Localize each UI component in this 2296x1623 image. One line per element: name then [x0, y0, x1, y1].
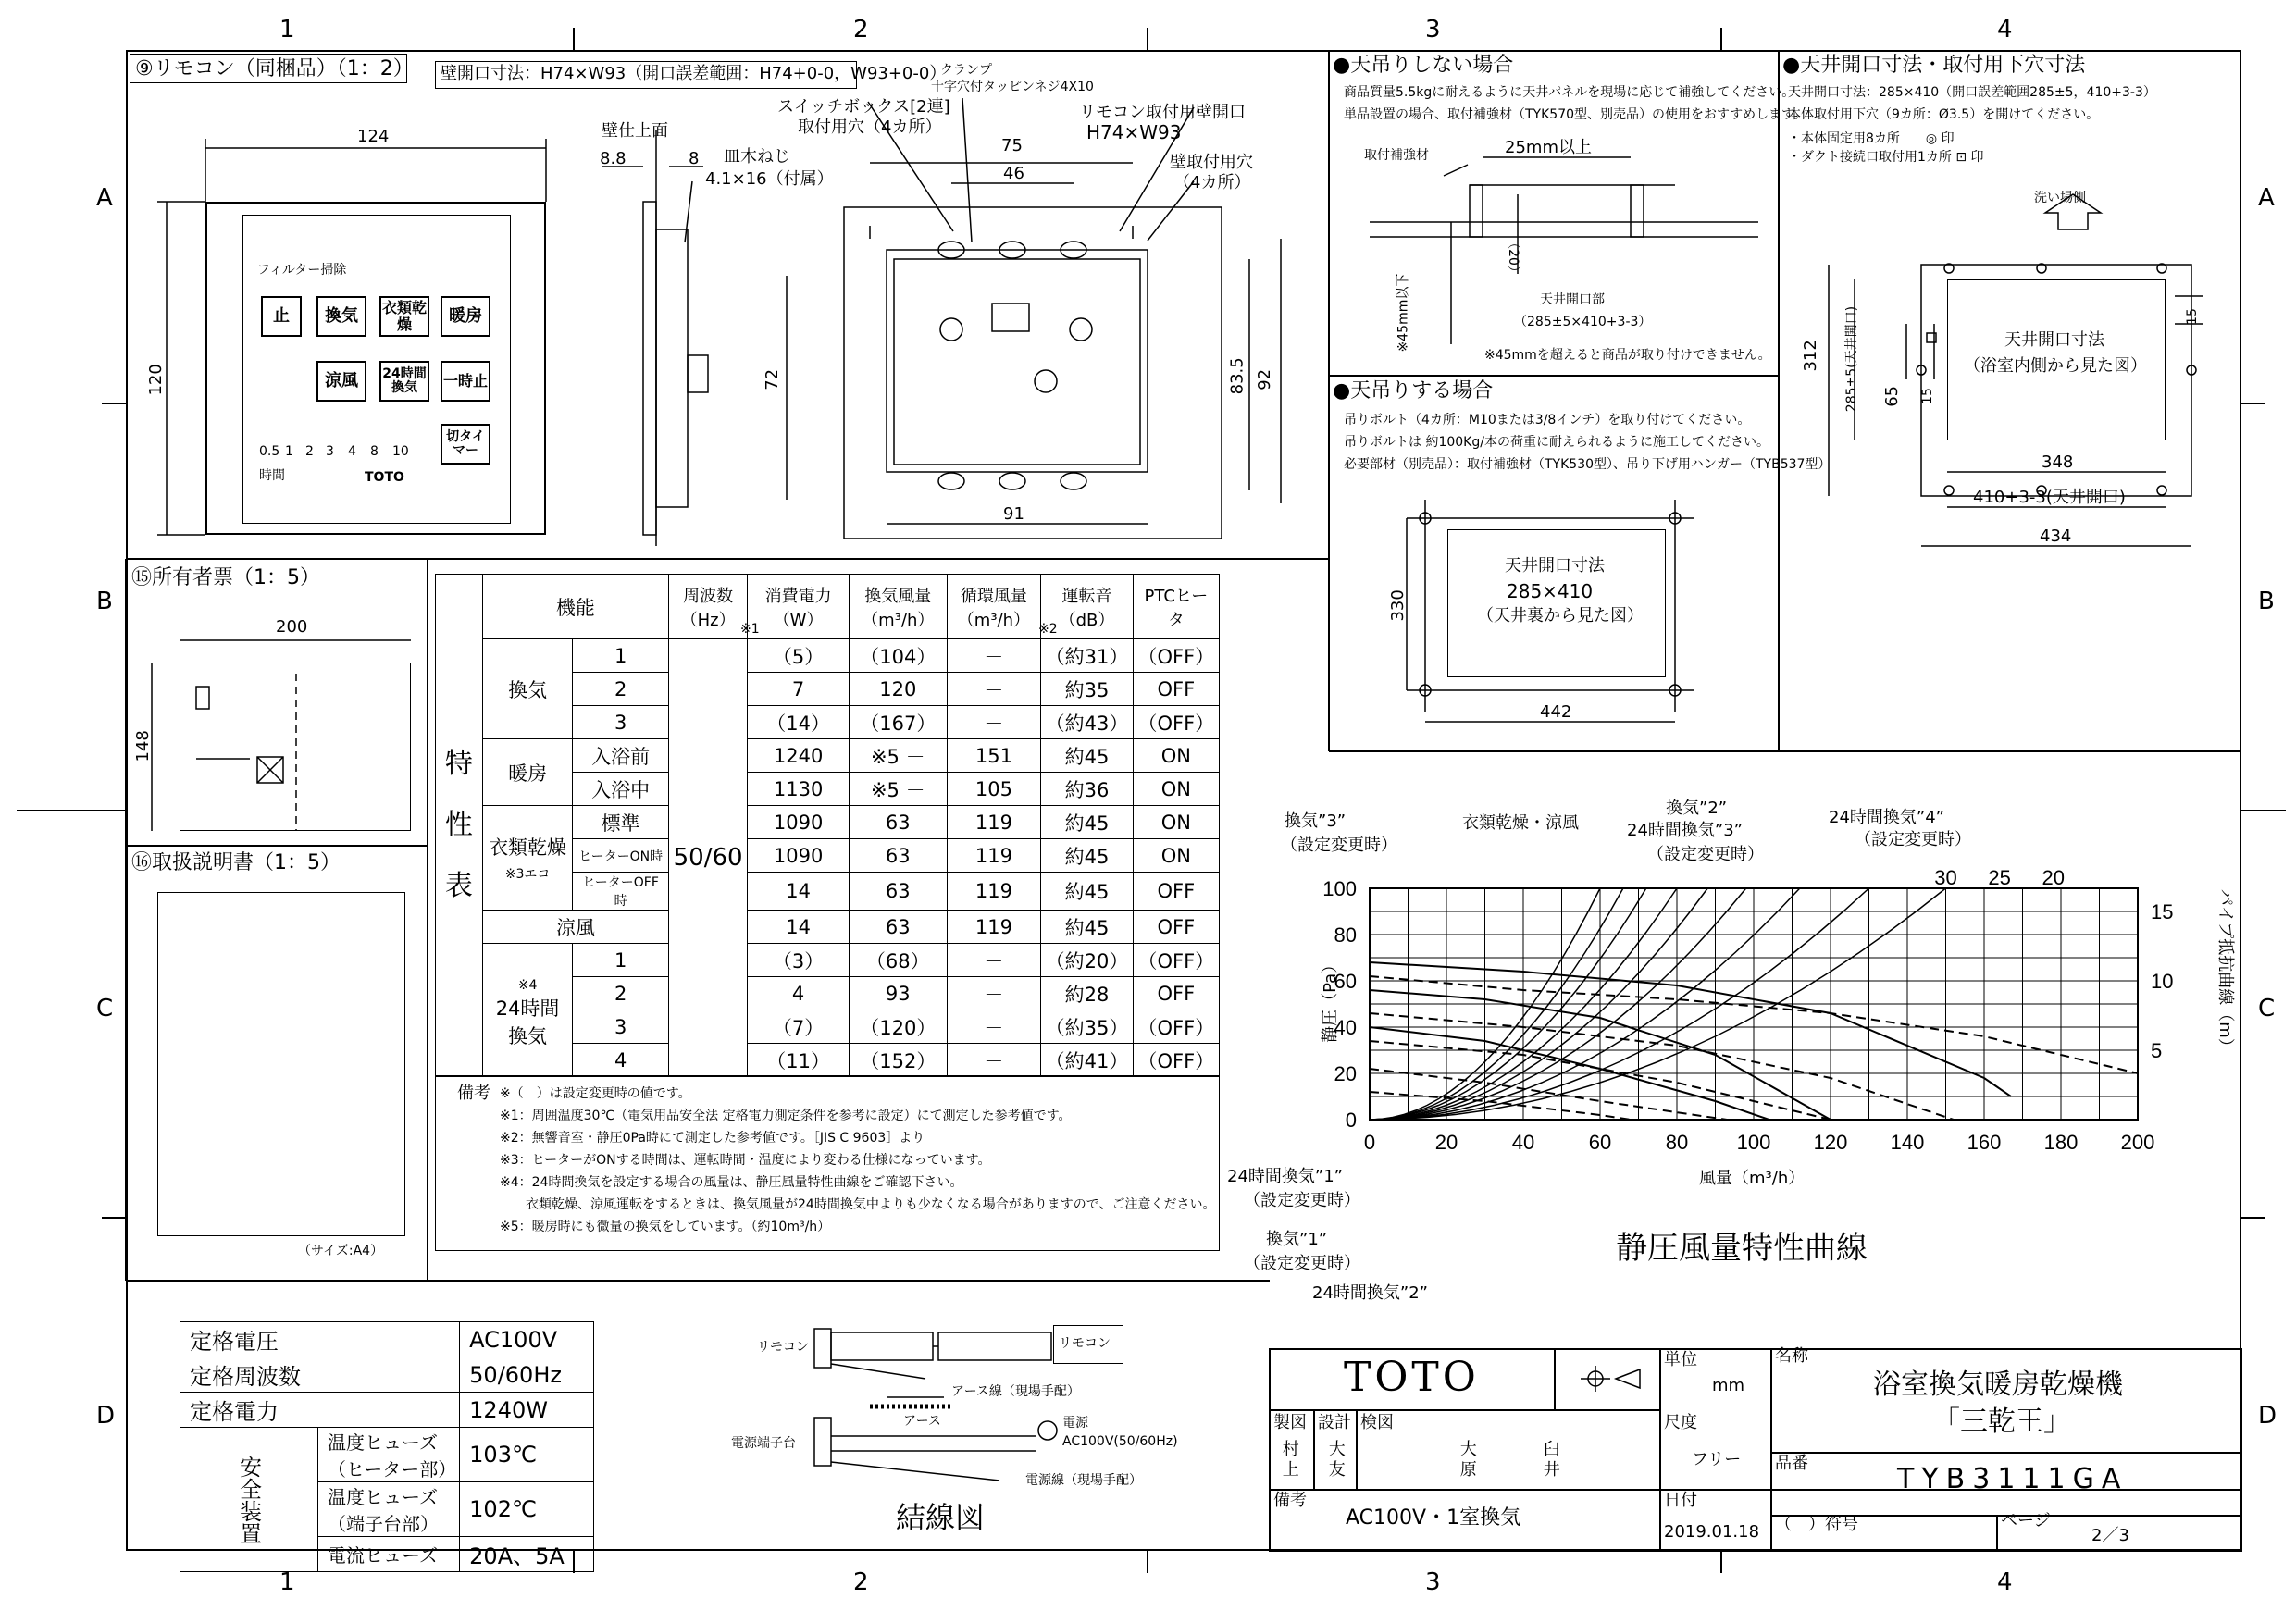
tb-seizu: 製図: [1273, 1413, 1307, 1432]
spec-cell: 4: [748, 977, 850, 1010]
ceiling-line3: ・本体固定用8カ所 ◎ 印: [1788, 131, 1955, 146]
chart-label-l6: 24時間換気”1”: [1227, 1167, 1344, 1186]
spec-cell: OFF: [1133, 977, 1219, 1010]
col-label-3-bottom: 3: [1425, 1568, 1441, 1596]
spec-cell: 93: [849, 977, 947, 1010]
spec-cell: 約45: [1041, 873, 1134, 911]
wiring-power-line: 電源線（現場手配）: [1025, 1473, 1142, 1488]
tb-sekkei: 設計: [1318, 1413, 1351, 1432]
spec-cell: 63: [849, 806, 947, 839]
spec-cell: （7）: [748, 1010, 850, 1044]
spec-cell: （152）: [849, 1044, 947, 1077]
remark-6: ※5：暖房時にも微量の換気をしています。（約10m³/h）: [500, 1220, 831, 1234]
spec-cell: 119: [947, 873, 1041, 911]
tb-remark-label: 備考: [1273, 1491, 1307, 1510]
spec-sub: 1: [573, 639, 669, 673]
chart-label-l1b: （設定変更時）: [1281, 836, 1397, 855]
rating-key: 定格電圧: [180, 1322, 460, 1357]
remote-heat-button[interactable]: 暖房: [441, 296, 490, 337]
remote-dim-120: 120: [145, 364, 166, 396]
tb-name2: 「三乾王」: [1932, 1406, 2071, 1438]
spec-cell: －: [947, 1010, 1041, 1044]
spec-sub: 入浴前: [573, 739, 669, 773]
row-label-C: C: [96, 995, 114, 1022]
spec-head-circ: 循環風量（m³/h）: [947, 575, 1041, 639]
remote-wall-opening-size: H74×W93: [1086, 121, 1182, 143]
spec-sub: ヒーターOFF時: [573, 873, 669, 911]
spec-sub: 4: [573, 1044, 669, 1077]
spec-cell: ON: [1133, 806, 1219, 839]
chart-xlabel: 風量（m³/h）: [1699, 1169, 1806, 1188]
rating-key: 定格周波数: [180, 1357, 460, 1393]
x-tick-label: 120: [1813, 1131, 1848, 1154]
row-label-D-right: D: [2258, 1402, 2277, 1430]
no-hang-dim20: （20）: [1505, 236, 1520, 279]
pipe-top-label: 30: [1934, 866, 1957, 889]
tb-name-label: 名称: [1775, 1346, 1808, 1366]
remote-sara-screw-size: 4.1×16（付属）: [705, 169, 834, 189]
chart-label-l6b: （設定変更時）: [1244, 1191, 1360, 1210]
spec-cell: －: [947, 673, 1041, 706]
spec-head-noise: 運転音（dB）: [1041, 575, 1134, 639]
remote-dim-83-5: 83.5: [1227, 357, 1247, 395]
ceiling-dim410: 410+3-3(天井開口): [1973, 488, 2126, 507]
spec-cell: ON: [1133, 839, 1219, 873]
spec-group-cool: 涼風: [482, 911, 668, 944]
rating-value: 20A、5A: [460, 1537, 594, 1572]
tb-remark: AC100V・1室換気: [1346, 1506, 1521, 1530]
spec-cell: 1130: [748, 773, 850, 806]
chart-label-l1: 換気”3”: [1285, 812, 1347, 831]
spec-cell: 約45: [1041, 839, 1134, 873]
remote-dim-124: 124: [357, 127, 390, 146]
y2-tick-label: 5: [2151, 1039, 2163, 1062]
x-tick-label: 100: [1736, 1131, 1771, 1154]
chart-label-l4: 24時間換気”3”: [1627, 821, 1744, 840]
x-tick-label: 60: [1588, 1131, 1612, 1154]
tb-date-label: 日付: [1664, 1491, 1697, 1510]
spec-cell: （約43）: [1041, 706, 1134, 739]
wiring-earth-line: アース線（現場手配）: [951, 1384, 1080, 1399]
tb-page: 2／3: [2091, 1526, 2129, 1545]
no-hang-min25: 25mm以上: [1505, 138, 1592, 157]
timer-label-5: 8: [370, 444, 379, 459]
no-hang-max45: ※45mm以下: [1396, 273, 1411, 353]
spec-sub: 標準: [573, 806, 669, 839]
remote-stop-button[interactable]: 止: [261, 296, 302, 337]
hang-dim330: 330: [1387, 589, 1408, 622]
spec-cell: －: [947, 706, 1041, 739]
spec-cell: 151: [947, 739, 1041, 773]
chart-label-l7: 換気”1”: [1266, 1230, 1328, 1249]
spec-head-function: 機能: [482, 575, 668, 639]
remote-dim-92: 92: [1255, 368, 1275, 390]
no-hang-note45: ※45mmを超えると商品が取り付けできません。: [1484, 348, 1771, 363]
chart-label-l5b: （設定変更時）: [1855, 830, 1971, 849]
x-tick-label: 0: [1363, 1131, 1376, 1154]
spec-cell: （68）: [849, 944, 947, 977]
pipe-top-label: 20: [2042, 866, 2065, 889]
remote-wall-opening: リモコン取付用壁開口: [1079, 103, 1246, 122]
remote-switchbox: スイッチボックス[2連]: [777, 97, 950, 117]
spec-cell: 1090: [748, 806, 850, 839]
spec-cell: （5）: [748, 639, 850, 673]
spec-sub: 入浴中: [573, 773, 669, 806]
spec-cell: （120）: [849, 1010, 947, 1044]
tb-p4: 臼井: [1540, 1440, 1560, 1481]
spec-sub: 2: [573, 673, 669, 706]
no-hang-title: ●天吊りしない場合: [1333, 54, 1514, 77]
remote-dry-button[interactable]: 衣類乾燥: [379, 296, 429, 337]
tb-p2: 大友: [1325, 1440, 1346, 1481]
row-label-B: B: [96, 588, 113, 615]
remote-dim-72: 72: [763, 368, 783, 390]
spec-group-heat: 暖房: [482, 739, 573, 806]
rating-key: 温度ヒューズ（端子台部）: [318, 1482, 460, 1537]
tb-page-label: ページ: [2001, 1511, 2051, 1530]
remote-wall-top: 壁仕上面: [602, 121, 668, 141]
tb-model-label: 品番: [1775, 1454, 1808, 1473]
tb-p3: 大原: [1457, 1440, 1477, 1481]
spec-cell: 119: [947, 806, 1041, 839]
y-tick-label: 80: [1334, 923, 1357, 947]
y-tick-label: 100: [1322, 877, 1357, 900]
remote-dim-8-8: 8.8: [600, 149, 627, 168]
spec-cell: ※5 －: [849, 773, 947, 806]
remote-opening-size: 壁開口寸法：H74×W93（開口誤差範囲：H74+0-0，W93+0-0）: [441, 64, 947, 83]
spec-cell: （OFF）: [1133, 706, 1219, 739]
hang-box-l2: 285×410: [1507, 580, 1594, 602]
spec-head-power: 消費電力（W）: [748, 575, 850, 639]
rating-value: AC100V: [460, 1322, 594, 1357]
col-label-3: 3: [1425, 16, 1441, 43]
remote-timer-unit: 時間: [259, 468, 285, 483]
tb-kenzu: 検図: [1360, 1413, 1394, 1432]
spec-cell: ※5 －: [849, 739, 947, 773]
remote-dim-91: 91: [1003, 504, 1024, 524]
y-tick-label: 20: [1334, 1062, 1357, 1085]
remote-dim-8: 8: [689, 149, 700, 168]
spec-sub: 1: [573, 944, 669, 977]
remote-dim-46: 46: [1003, 164, 1024, 183]
spec-cell: －: [947, 944, 1041, 977]
x-tick-label: 200: [2120, 1131, 2155, 1154]
spec-cell: 120: [849, 673, 947, 706]
spec-cell: OFF: [1133, 673, 1219, 706]
col-label-1: 1: [279, 16, 295, 43]
col-label-2: 2: [853, 16, 869, 43]
hang-box-l3: （天井裏から見た図）: [1477, 606, 1644, 626]
spec-cell: －: [947, 1044, 1041, 1077]
tb-model: TYB3111GA: [1897, 1463, 2128, 1495]
remote-clamp-screw: 十字穴付タッピンネジ4X10: [931, 80, 1094, 94]
tb-unit: mm: [1712, 1376, 1745, 1395]
ceiling-dim434: 434: [2040, 527, 2072, 546]
spec-cell: 7: [748, 673, 850, 706]
spec-cell: 14: [748, 873, 850, 911]
spec-cell: （104）: [849, 639, 947, 673]
remote-wall-holes-count: （4カ所）: [1173, 173, 1251, 192]
remote-wall-holes: 壁取付用穴: [1170, 153, 1253, 172]
wiring-power: 電源: [1062, 1416, 1088, 1431]
tb-unit-label: 単位: [1664, 1350, 1697, 1369]
chart-label-l2: 衣類乾燥・涼風: [1462, 813, 1579, 833]
wiring-title: 結線図: [896, 1500, 986, 1535]
col-label-4-bottom: 4: [1997, 1568, 2013, 1596]
spec-cell: 14: [748, 911, 850, 944]
tb-p1: 村上: [1279, 1440, 1299, 1481]
spec-cell: －: [947, 639, 1041, 673]
spec-cell: （約35）: [1041, 1010, 1134, 1044]
ceiling-wash: 洗い場側: [2034, 191, 2086, 205]
spec-cell: （約20）: [1041, 944, 1134, 977]
spec-cell: 約45: [1041, 739, 1134, 773]
spec-head-vent: 換気風量（m³/h）: [849, 575, 947, 639]
chart-label-l8: 24時間換気”2”: [1312, 1283, 1429, 1303]
spec-cell: （約31）: [1041, 639, 1134, 673]
ceiling-dim312: 312: [1800, 340, 1820, 372]
spec-cell: 約35: [1041, 673, 1134, 706]
remote-pause-button[interactable]: 一時止: [441, 361, 490, 402]
spec-note2: ※2: [1038, 622, 1058, 637]
rating-safety: 安全装置: [180, 1428, 318, 1572]
spec-cell: 119: [947, 911, 1041, 944]
remark-0: ※（ ）は設定変更時の値です。: [500, 1086, 691, 1101]
wiring-earth: アース: [903, 1414, 941, 1429]
col-label-2-bottom: 2: [853, 1568, 869, 1596]
spec-cell: （11）: [748, 1044, 850, 1077]
rating-key: 定格電力: [180, 1393, 460, 1428]
chart-ylabel: 静圧（Pa）: [1321, 956, 1341, 1043]
chart-label-l7b: （設定変更時）: [1244, 1254, 1360, 1273]
spec-cell: 1090: [748, 839, 850, 873]
remote-brand: TOTO: [365, 470, 404, 485]
spec-cell: 1240: [748, 739, 850, 773]
spec-group-dry: 衣類乾燥 ※3エコ: [482, 806, 573, 911]
chart-label-l4b: （設定変更時）: [1647, 845, 1764, 864]
rating-key: 電流ヒューズ: [318, 1537, 460, 1572]
wiring-terminal: 電源端子台: [731, 1436, 796, 1451]
chart-title: 静圧風量特性曲線: [1616, 1230, 1868, 1267]
ceiling-dim348: 348: [2042, 452, 2074, 472]
hang-dim442: 442: [1540, 702, 1572, 722]
tb-name1: 浴室換気暖房乾燥機: [1873, 1369, 2123, 1401]
remote-filter-label: フィルター掃除: [257, 263, 347, 278]
no-hang-line1: 商品質量5.5kgに耐えるように天井パネルを現場に応じて補強してください。: [1344, 85, 1795, 100]
spec-note1: ※1: [740, 622, 760, 637]
no-hang-open-size: （285±5×410+3-3）: [1514, 315, 1652, 329]
rating-value: 102℃: [460, 1482, 594, 1537]
ceiling-box-l2: （浴室内側から見た図）: [1964, 356, 2147, 376]
wiring-remocon-right: リモコン: [1059, 1336, 1111, 1351]
remote-dim-75: 75: [1001, 136, 1023, 155]
timer-label-4: 4: [348, 444, 356, 459]
row-label-D: D: [96, 1402, 116, 1430]
rating-value: 1240W: [460, 1393, 594, 1428]
spec-cell: OFF: [1133, 873, 1219, 911]
card-title: ⑮所有者票（1：5）: [131, 566, 320, 589]
rating-value: 50/60Hz: [460, 1357, 594, 1393]
spec-head-freq: 周波数（Hz）: [668, 575, 747, 639]
ceiling-line1: 天井開口寸法：285×410（開口誤差範囲285±5，410+3-3）: [1788, 85, 2156, 100]
remark-5: 衣類乾燥、涼風運転をするときは、換気風量が24時間換気中よりも少なくなる場合がありますので、ご注意ください。: [500, 1197, 1216, 1212]
timer-label-3: 3: [326, 444, 334, 459]
chart-y2label: パイプ抵抗曲線（m）: [2215, 888, 2235, 1055]
wiring-power-spec: AC100V(50/60Hz): [1062, 1434, 1178, 1449]
row-label-C-right: C: [2258, 995, 2276, 1022]
no-hang-ceiling-open: 天井開口部: [1540, 292, 1605, 307]
x-tick-label: 140: [1890, 1131, 1925, 1154]
spec-cell: ON: [1133, 773, 1219, 806]
row-label-A: A: [96, 184, 113, 212]
x-tick-label: 160: [1967, 1131, 2002, 1154]
tb-symbol: （ ）符号: [1775, 1515, 1858, 1534]
spec-sub: ヒーターON時: [573, 839, 669, 873]
spec-cell: 63: [849, 911, 947, 944]
manual-size: （サイズ:A4）: [298, 1244, 384, 1258]
card-dim-200: 200: [276, 617, 308, 637]
y2-tick-label: 15: [2151, 900, 2174, 923]
spec-sub: 2: [573, 977, 669, 1010]
spec-cell: （3）: [748, 944, 850, 977]
row-label-B-right: B: [2258, 588, 2275, 615]
no-hang-line2: 単品設置の場合、取付補強材（TYK570型、別売品）の使用をおすすめします。: [1344, 107, 1807, 122]
hang-line1: 吊りボルト（4カ所：M10または3/8インチ）を取り付けてください。: [1344, 413, 1751, 427]
spec-cell: （OFF）: [1133, 1010, 1219, 1044]
ceiling-dim65: 65: [1882, 385, 1903, 407]
spec-head-ptc: PTCヒータ: [1133, 575, 1219, 639]
timer-label-6: 10: [392, 444, 409, 459]
no-hang-reinforce: 取付補強材: [1364, 148, 1429, 163]
spec-group-vent: 換気: [482, 639, 573, 739]
rating-value: 103℃: [460, 1428, 594, 1482]
card-dim-148: 148: [132, 730, 153, 762]
chart-label-l3: 換気”2”: [1666, 799, 1728, 818]
tb-scale-label: 尺度: [1664, 1413, 1697, 1432]
y2-tick-label: 10: [2151, 970, 2174, 993]
remote-title: ⑨リモコン（同梱品）（1：2）: [135, 57, 414, 81]
remarks-label: 備考: [457, 1084, 490, 1103]
spec-cell: 約45: [1041, 911, 1134, 944]
ceiling-title: ●天井開口寸法・取付用下穴寸法: [1782, 54, 2086, 77]
pipe-top-label: 25: [1988, 866, 2011, 889]
y-tick-label: 0: [1345, 1109, 1357, 1132]
remote-cool-button[interactable]: 涼風: [316, 361, 366, 402]
y-tick-label: 40: [1334, 1016, 1357, 1039]
spec-cell: （OFF）: [1133, 639, 1219, 673]
remark-2: ※2：無響音室・静圧0Pa時にて測定した参考値です。［JIS C 9603］より: [500, 1131, 925, 1146]
ceiling-dim285: 285±5(天井開口): [1844, 305, 1860, 413]
hang-line3: 必要部材（別売品）：取付補強材（TYK530型）、吊り下げ用ハンガー（TYB537型）: [1344, 457, 1831, 472]
spec-cell: 約36: [1041, 773, 1134, 806]
hang-box-l1: 天井開口寸法: [1505, 556, 1605, 576]
x-tick-label: 20: [1434, 1131, 1458, 1154]
remark-3: ※3：ヒーターがONする時間は、運転時間・温度により変わる仕様になっています。: [500, 1153, 991, 1168]
spec-cell: 約45: [1041, 806, 1134, 839]
spec-cell: （約41）: [1041, 1044, 1134, 1077]
col-label-1-bottom: 1: [279, 1568, 295, 1596]
tb-brand: TOTO: [1344, 1354, 1480, 1401]
spec-cell: （167）: [849, 706, 947, 739]
spec-cell: －: [947, 977, 1041, 1010]
rating-key: 温度ヒューズ（ヒーター部）: [318, 1428, 460, 1482]
x-tick-label: 80: [1665, 1131, 1689, 1154]
timer-label-1: 1: [285, 444, 293, 459]
spec-cell: 約28: [1041, 977, 1134, 1010]
remark-4: ※4：24時間換気を設定する場合の風量は、静圧風量特性曲線をご確認下さい。: [500, 1175, 963, 1190]
tb-scale: フリー: [1692, 1450, 1742, 1469]
remote-24h-button[interactable]: 24時間換気: [379, 361, 429, 402]
spec-cell: （14）: [748, 706, 850, 739]
chart-label-l5: 24時間換気”4”: [1829, 808, 1945, 827]
y-tick-label: 60: [1334, 970, 1357, 993]
spec-sub: 3: [573, 1010, 669, 1044]
spec-cell: （OFF）: [1133, 1044, 1219, 1077]
spec-freq: 50/60: [668, 639, 747, 1077]
spec-cell: ON: [1133, 739, 1219, 773]
spec-cell: 105: [947, 773, 1041, 806]
remark-1: ※1：周囲温度30℃（電気用品安全法 定格電力測定条件を参考に設定）にて測定した参考値です。: [500, 1109, 1072, 1123]
x-tick-label: 40: [1511, 1131, 1535, 1154]
remote-switchbox-holes: 取付用穴（4カ所）: [798, 118, 942, 137]
wiring-remocon-left: リモコン: [757, 1340, 809, 1355]
spec-sub: 3: [573, 706, 669, 739]
spec-cell: 119: [947, 839, 1041, 873]
spec-group-24h: ※4 24時間換気: [482, 944, 573, 1077]
col-label-4: 4: [1997, 16, 2013, 43]
spec-side-label: 特 性 表: [436, 575, 483, 1077]
spec-cell: （OFF）: [1133, 944, 1219, 977]
ceiling-line4: ・ダクト接続口取付用1カ所 ⊡ 印: [1788, 150, 1984, 165]
tb-date: 2019.01.18: [1664, 1522, 1760, 1542]
x-tick-label: 180: [2043, 1131, 2079, 1154]
spec-cell: 63: [849, 873, 947, 911]
timer-label-2: 2: [305, 444, 314, 459]
remote-timer-button[interactable]: 切タイマー: [441, 424, 490, 465]
ceiling-box-l1: 天井開口寸法: [2004, 330, 2104, 350]
hang-line2: 吊りボルトは 約100Kg/本の荷重に耐えられるように施工してください。: [1344, 435, 1769, 450]
spec-cell: OFF: [1133, 911, 1219, 944]
spec-cell: 63: [849, 839, 947, 873]
manual-title: ⑯取扱説明書（1：5）: [131, 851, 341, 874]
row-label-A-right: A: [2258, 184, 2275, 212]
hang-title: ●天吊りする場合: [1333, 379, 1494, 403]
ceiling-dim15a: 15: [1919, 388, 1935, 404]
remote-sara-screw: 皿木ねじ: [724, 147, 790, 167]
remote-clamp: クランプ: [940, 63, 992, 78]
ceiling-line2: 本体取付用下穴（9カ所：Ø3.5）を開けてください。: [1788, 107, 2100, 122]
ceiling-dim15b: 15: [2184, 308, 2200, 325]
remote-vent-button[interactable]: 換気: [316, 296, 366, 337]
timer-label-0: 0.5: [259, 444, 280, 459]
